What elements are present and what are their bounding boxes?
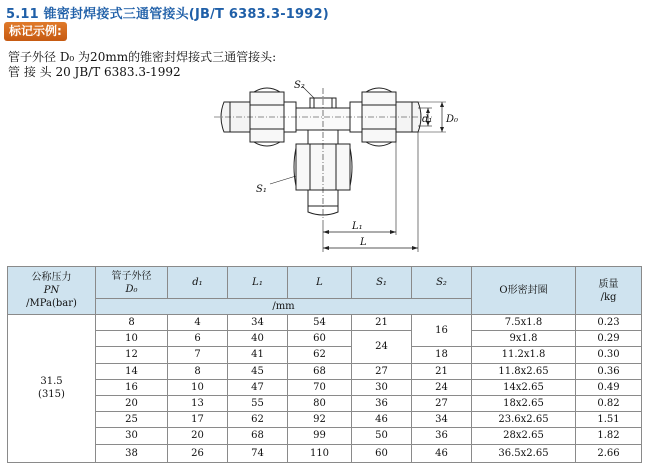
cell-s1: 36 xyxy=(352,395,412,411)
cell-s2: 34 xyxy=(412,412,472,428)
label-d1: d₁ xyxy=(422,114,433,125)
example-line-2: 管 接 头 20 JB/T 6383.3-1992 xyxy=(8,65,181,79)
cell-d1: 10 xyxy=(168,379,228,395)
cell-mass: 0.30 xyxy=(576,347,642,363)
cell-mass: 1.82 xyxy=(576,428,642,444)
header-mass: 质量 /kg xyxy=(576,267,642,315)
cell-oring: 28x2.65 xyxy=(472,428,576,444)
cell-oring: 7.5x1.8 xyxy=(472,315,576,331)
cell-s2: 46 xyxy=(412,444,472,462)
cell-l1: 45 xyxy=(228,363,288,379)
cell-mass: 0.36 xyxy=(576,363,642,379)
header-pressure: 公称压力 PN /MPa(bar) xyxy=(8,267,96,315)
cell-l: 60 xyxy=(288,331,352,347)
page-title: 5.11 锥密封焊接式三通管接头(JB/T 6383.3-1992) xyxy=(6,7,329,22)
cell-mass: 0.29 xyxy=(576,331,642,347)
cell-d0: 25 xyxy=(96,412,168,428)
cell-d1: 7 xyxy=(168,347,228,363)
header-l1: L₁ xyxy=(228,267,288,299)
cell-d1: 17 xyxy=(168,412,228,428)
cell-l: 54 xyxy=(288,315,352,331)
example-badge: 标记示例: xyxy=(4,22,67,41)
cell-mass: 1.51 xyxy=(576,412,642,428)
cell-s1: 60 xyxy=(352,444,412,462)
cell-pressure: 31.5 (315) xyxy=(8,315,96,463)
cell-s2: 18 xyxy=(412,347,472,363)
cell-d1: 20 xyxy=(168,428,228,444)
cell-s2: 36 xyxy=(412,428,472,444)
cell-l: 92 xyxy=(288,412,352,428)
cell-l1: 40 xyxy=(228,331,288,347)
cell-oring: 18x2.65 xyxy=(472,395,576,411)
cell-l: 110 xyxy=(288,444,352,462)
cell-oring: 11.2x1.8 xyxy=(472,347,576,363)
cell-d1: 6 xyxy=(168,331,228,347)
header-s2: S₂ xyxy=(412,267,472,299)
cell-d0: 14 xyxy=(96,363,168,379)
cell-oring: 14x2.65 xyxy=(472,379,576,395)
label-s2: S₂ xyxy=(294,80,305,91)
cell-d0: 38 xyxy=(96,444,168,462)
cell-d0: 30 xyxy=(96,428,168,444)
cell-l1: 55 xyxy=(228,395,288,411)
example-line-1: 管子外径 D₀ 为20mm的锥密封焊接式三通管接头: xyxy=(8,50,277,64)
cell-l1: 47 xyxy=(228,379,288,395)
cell-s2: 27 xyxy=(412,395,472,411)
label-s1: S₁ xyxy=(256,184,267,195)
cell-s2: 16 xyxy=(412,315,472,347)
cell-d1: 26 xyxy=(168,444,228,462)
cell-mass: 2.66 xyxy=(576,444,642,462)
cell-s2: 24 xyxy=(412,379,472,395)
tee-fitting-drawing xyxy=(210,80,459,258)
cell-d0: 8 xyxy=(96,315,168,331)
label-l1: L₁ xyxy=(352,221,363,232)
cell-l: 68 xyxy=(288,363,352,379)
cell-l: 70 xyxy=(288,379,352,395)
label-d0: D₀ xyxy=(446,114,459,125)
label-l: L xyxy=(360,237,367,248)
cell-oring: 36.5x2.65 xyxy=(472,444,576,462)
cell-d0: 20 xyxy=(96,395,168,411)
cell-mass: 0.82 xyxy=(576,395,642,411)
cell-l1: 62 xyxy=(228,412,288,428)
cell-oring: 9x1.8 xyxy=(472,331,576,347)
cell-d1: 8 xyxy=(168,363,228,379)
cell-s1: 30 xyxy=(352,379,412,395)
cell-s2: 21 xyxy=(412,363,472,379)
cell-l1: 68 xyxy=(228,428,288,444)
header-l: L xyxy=(288,267,352,299)
cell-oring: 11.8x2.65 xyxy=(472,363,576,379)
cell-d0: 16 xyxy=(96,379,168,395)
cell-s1: 21 xyxy=(352,315,412,331)
cell-d1: 13 xyxy=(168,395,228,411)
header-unit: /mm xyxy=(96,299,472,315)
cell-s1: 24 xyxy=(352,331,412,363)
cell-d0: 10 xyxy=(96,331,168,347)
header-d0: 管子外径 D₀ xyxy=(96,267,168,299)
cell-mass: 0.49 xyxy=(576,379,642,395)
cell-s1: 46 xyxy=(352,412,412,428)
cell-d0: 12 xyxy=(96,347,168,363)
cell-l: 62 xyxy=(288,347,352,363)
cell-oring: 23.6x2.65 xyxy=(472,412,576,428)
spec-table xyxy=(7,266,642,463)
cell-s1: 50 xyxy=(352,428,412,444)
cell-l1: 34 xyxy=(228,315,288,331)
cell-l1: 41 xyxy=(228,347,288,363)
header-s1: S₁ xyxy=(352,267,412,299)
cell-s1: 27 xyxy=(352,363,412,379)
cell-l: 80 xyxy=(288,395,352,411)
cell-mass: 0.23 xyxy=(576,315,642,331)
cell-l: 99 xyxy=(288,428,352,444)
header-oring: O形密封圈 xyxy=(472,267,576,315)
header-d1: d₁ xyxy=(168,267,228,299)
cell-d1: 4 xyxy=(168,315,228,331)
cell-l1: 74 xyxy=(228,444,288,462)
